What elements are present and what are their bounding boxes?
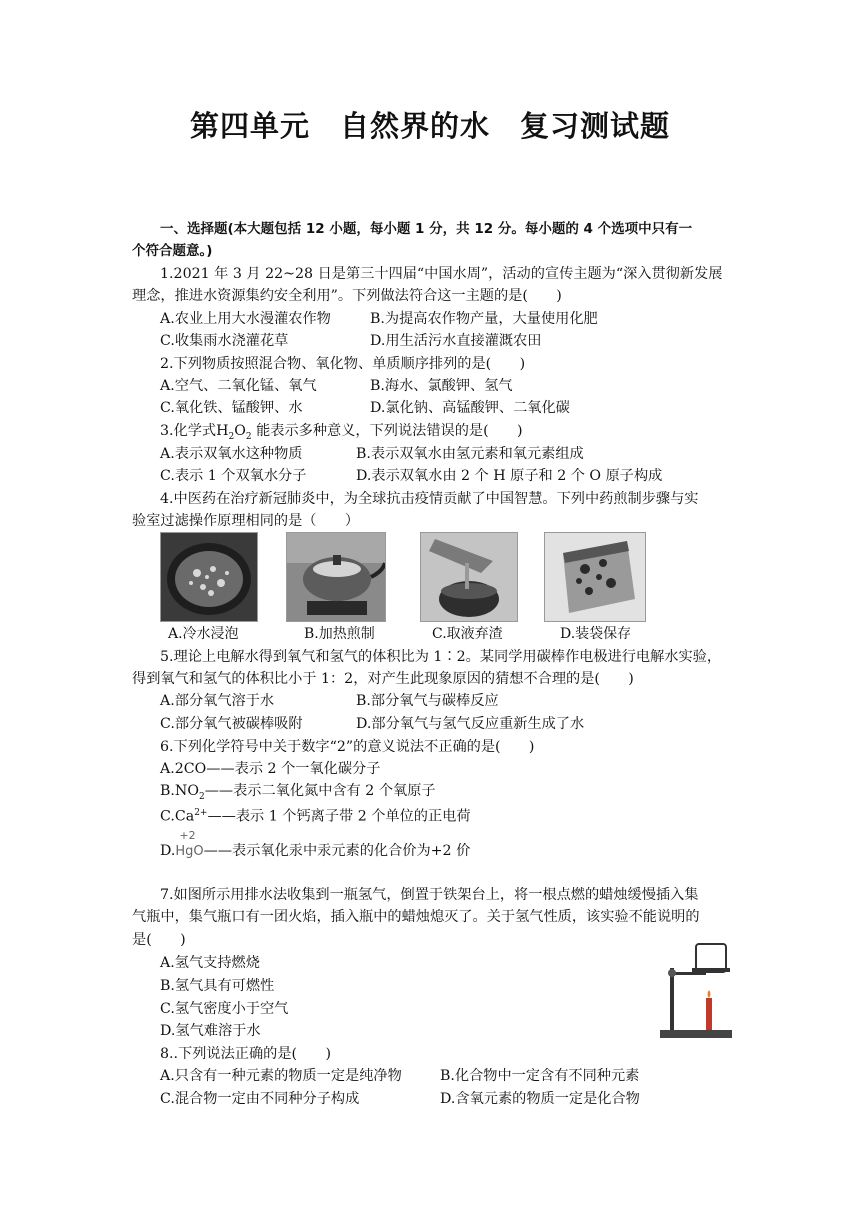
q6-option-c: $C.Ca^{2+}——$表示 1 个钙离子带 2 个单位的正电荷	[160, 808, 471, 825]
q2-option-b: B.海水、氯酸钾、氢气	[370, 378, 513, 394]
q2-stem: 2.下列物质按照混合物、氧化物、单质顺序排列的是( )	[160, 356, 526, 372]
q1-option-b: B.为提高农作物产量，大量使用化肥	[370, 311, 598, 327]
q1-stem-line1: 1.2021 年 3 月 22~28 日是第三十四届“中国水周”，活动的宣传主题为“深入贯彻新发展	[160, 266, 723, 282]
q7-stem-line1: 7.如图所示用排水法收集到一瓶氢气，倒置于铁架台上，将一根点燃的蜡烛缓慢插入集	[160, 887, 699, 903]
q4-option-a: A.冷水浸泡	[168, 626, 239, 642]
q8-option-b: B.化合物中一定含有不同种元素	[440, 1068, 640, 1084]
q6-option-b: $B.NO_2——$表示二氧化氮中含有 2 个氧原子	[160, 783, 436, 802]
q8-stem: 8..下列说法正确的是( )	[160, 1046, 331, 1062]
q7-stem-line2: 气瓶中，集气瓶口有一团火焰，插入瓶中的蜡烛熄灭了。关于氢气性质，该实验不能说明的	[132, 909, 700, 925]
q3-stem: 3.化学式$H_2O_2$ 能表示多种意义，下列说法错误的是( )	[160, 423, 523, 442]
q7-option-a: A.氢气支持燃烧	[160, 955, 260, 971]
q5-option-c: C.部分氧气被碳棒吸附	[160, 716, 303, 732]
q4-stem-line1: 4.中医药在治疗新冠肺炎中，为全球抗击疫情贡献了中国智慧。下列中药煎制步骤与实	[160, 491, 699, 507]
q4-option-d: D.装袋保存	[560, 626, 632, 642]
q1-option-d: D.用生活污水直接灌溉农田	[370, 333, 542, 349]
q5-option-b: B.部分氧气与碳棒反应	[356, 693, 499, 709]
q7-option-c: C.氢气密度小于空气	[160, 1001, 289, 1017]
q8-option-a: A.只含有一种元素的物质一定是纯净物	[160, 1068, 402, 1084]
q5-option-a: A.部分氧气溶于水	[160, 693, 275, 709]
iron-stand-figure	[656, 938, 736, 1042]
q6-stem: 6.下列化学符号中关于数字“2”的意义说法不正确的是( )	[160, 739, 535, 755]
valence-label: +2	[179, 829, 196, 842]
q5-stem-line2: 得到氧气和氢气的体积比小于 1：2，对产生此现象原因的猜想不合理的是( )	[132, 671, 634, 687]
q7-stem-line3: 是( )	[132, 932, 186, 948]
photo-decant	[420, 532, 518, 622]
q1-option-c: C.收集雨水浇灌花草	[160, 333, 289, 349]
q4-stem-line2: 验室过滤操作原理相同的是（ ）	[132, 513, 360, 529]
q1-option-a: A.农业上用大水漫灌农作物	[160, 311, 331, 327]
section-header-line2: 个符合题意。)	[132, 243, 213, 259]
q8-option-d: D.含氧元素的物质一定是化合物	[440, 1091, 640, 1107]
q3-option-d: D.表示双氧水由 2 个 H 原子和 2 个 O 原子构成	[356, 468, 663, 484]
q5-stem-line1: 5.理论上电解水得到氧气和氢气的体积比为 1∶2。某同学用碳棒作电极进行电解水实验，	[160, 649, 722, 665]
q7-option-b: B.氢气具有可燃性	[160, 978, 275, 994]
q2-option-c: C.氧化铁、锰酸钾、水	[160, 400, 303, 416]
q6-option-d: D. +2 HgO——表示氧化汞中汞元素的化合价为+2 价	[160, 840, 470, 863]
photo-heating	[286, 532, 386, 622]
section-header-line1: 一、选择题(本大题包括 12 小题，每小题 1 分，共 12 分。每小题的 4 个选项中只有一	[160, 221, 693, 237]
page-title: 第四单元 自然界的水 复习测试题	[189, 109, 670, 143]
photo-bagged	[544, 532, 646, 622]
q3-option-c: C.表示 1 个双氧水分子	[160, 468, 307, 484]
q3-option-b: B.表示双氧水由氢元素和氧元素组成	[356, 446, 584, 462]
photo-cold-soak	[160, 532, 258, 622]
q1-stem-line2: 理念，推进水资源集约安全利用”。下列做法符合这一主题的是( )	[132, 288, 562, 304]
q4-option-b: B.加热煎制	[304, 626, 375, 642]
hgo-formula: HgO	[175, 844, 204, 859]
q3-option-a: A.表示双氧水这种物质	[160, 446, 303, 462]
q4-option-c: C.取液弃渣	[432, 626, 503, 642]
q7-option-d: D.氢气难溶于水	[160, 1023, 261, 1039]
q2-option-d: D.氯化钠、高锰酸钾、二氧化碳	[370, 400, 570, 416]
q5-option-d: D.部分氧气与氢气反应重新生成了水	[356, 716, 585, 732]
q6-option-a: A.2CO——表示 2 个一氧化碳分子	[160, 761, 381, 777]
q2-option-a: A.空气、二氧化锰、氧气	[160, 378, 317, 394]
q8-option-c: C.混合物一定由不同种分子构成	[160, 1091, 360, 1107]
